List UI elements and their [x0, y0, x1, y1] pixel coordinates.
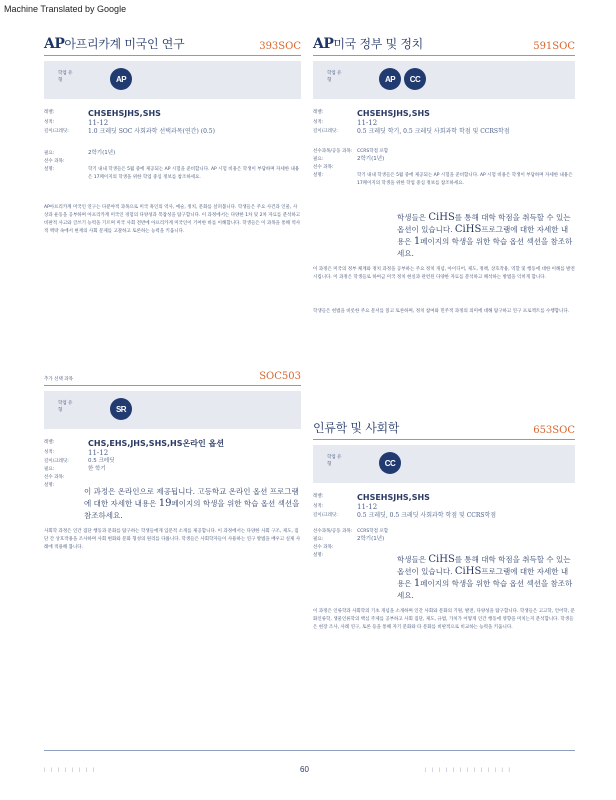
course-title [44, 35, 184, 52]
page-number: 60 [300, 765, 309, 774]
band-label: 학업 유형 [327, 455, 342, 467]
badge-list [110, 398, 132, 420]
info-row [44, 158, 301, 166]
ccrs-text: 를 통해 대학 학점을 취득할 수 있는 옵션이 있습니다. [397, 555, 571, 576]
course-description: 학기 내내 학생들은 5월 중에 제공되는 AP 시험을 준비합니다. AP 시험 비용은 학생이 부담하며 자세한 내용은 17페이지의 학생을 위한 학업 중심 정보를 참조하세요. [357, 173, 573, 186]
ccrs-text: 페이지의 학생을 위한 학습 옵션 섹션을 참조하세요. [397, 579, 573, 600]
course-code: 393SOC [259, 41, 301, 52]
level-value: CHSEHSJHS,SHS [357, 109, 430, 118]
course-header [44, 36, 301, 56]
ccrs-note [313, 554, 575, 602]
grade-value: 11-12 [88, 449, 109, 457]
badge-list [379, 68, 426, 90]
badge-list [379, 452, 401, 474]
online-text: 페이지의 학생을 위한 학습 옵션 섹션을 참조하세요. [84, 499, 300, 520]
course-type-band [313, 445, 575, 483]
coreq-value: CCRS학점 포함 [357, 149, 389, 154]
band-label: 학업 유형 [58, 71, 73, 83]
credit-value: 0.5 크레딧 [88, 458, 115, 464]
footer-right: | | | | | | | | | | | | | [425, 768, 512, 773]
info-row [313, 109, 575, 119]
band-label: 학업 유형 [327, 71, 342, 83]
info-row [44, 458, 301, 466]
scroll-badge-icon: SR [110, 398, 132, 420]
info-label: 필요: [313, 537, 324, 542]
info-label: 성적: [44, 120, 55, 125]
ap-badge-icon: AP [379, 68, 401, 90]
credit-value: 0.5 크레딧 학기, 0.5 크레딧 사회과학 학점 및 CCRS학점 [357, 128, 510, 135]
info-row [44, 466, 301, 474]
ccrs-text: 를 통해 대학 학점을 취득할 수 있는 옵션이 있습니다. [397, 213, 571, 234]
info-label: 선수 과목: [44, 475, 65, 480]
course-african-american [44, 36, 301, 236]
info-label: 레벨: [313, 494, 324, 499]
ccrs-text: 학생들은 [397, 555, 426, 564]
course-type-band [44, 61, 301, 99]
title-rest: 아프리카계 미국인 연구 [64, 37, 185, 51]
cc-badge-icon: CC [404, 68, 426, 90]
info-label: 필요: [313, 157, 324, 162]
info-label: 필요: [44, 467, 55, 472]
course-paragraph: 사회학 과정은 인간 집단 행동과 문화를 탐구하는 학생들에게 입문적 소개를 제공합니다. 이 과정에서는 다양한 사회 구조, 제도, 집단 간 상호작용을 조사하며 사회 변화와 문화 형성의 원리를 다룹니다. 학생들은 사회학자들이 사용하는 연구 방법을 배우고 실제 사례에 적용해 봅니다. [44, 529, 301, 550]
info-row [313, 493, 575, 503]
info-label: 성적: [313, 504, 324, 509]
info-label: 길이/크레딧: [44, 129, 69, 134]
info-row [44, 474, 301, 482]
ccrs-text: 프로그램에 대한 자세한 내용은 [397, 225, 569, 246]
ccrs-text: 프로그램에 대한 자세한 내용은 [397, 567, 569, 588]
ccrs-big: CiHS [454, 224, 482, 235]
course-type-band [44, 391, 301, 429]
info-row [44, 119, 301, 128]
course-info [44, 109, 301, 182]
course-paragraph: 이 과정은 인류학과 사회학의 기초 개념을 소개하며 인간 사회와 문화의 기원, 발전, 다양성을 탐구합니다. 학생들은 고고학, 언어학, 문화인류학, 생물인류학의 핵심 주제를 공부하고 사회 집단, 제도, 규범, 가치가 어떻게 인간 행동에 영향을 미치는지 분석합니다. 학생들은 현장 조사, 사례 연구, 토론 등을 통해 자기 문화와 타 문화를 비판적으로 비교하는 능력을 키웁니다. [313, 609, 575, 630]
course-code: 653SOC [533, 425, 575, 436]
info-label: 길이/크레딧: [313, 513, 338, 518]
ccrs-text: 학생들은 [397, 213, 426, 222]
info-label: 길이/크레딧: [44, 459, 69, 464]
credit-value: 0.5 크레딧, 0.5 크레딧 사회과학 학점 및 CCRS학점 [357, 512, 497, 519]
info-row [313, 172, 575, 188]
info-label: 필요: [44, 151, 55, 156]
ap-badge-icon: AP [110, 68, 132, 90]
info-label: 설명: [313, 173, 324, 178]
info-label: 성적: [313, 120, 324, 125]
course-anthro [313, 420, 575, 632]
level-value: CHS,EHS,JHS,SHS,HS온라인 옵션 [88, 439, 224, 448]
course-header [313, 420, 575, 440]
course-code: 591SOC [533, 41, 575, 52]
info-row [313, 128, 575, 136]
ccrs-note [313, 212, 575, 260]
ccrs-text: 페이지의 학생을 위한 학습 옵션 섹션을 참조하세요. [397, 237, 573, 258]
course-type-band [313, 61, 575, 99]
title-text: 인류학 및 사회학 [313, 421, 400, 435]
info-row [313, 512, 575, 520]
credit-value: 1.0 크레딧 SOC 사회과학 선택과목(연간) (0.5) [88, 128, 215, 135]
required-value: 2학기(1년) [88, 150, 116, 156]
title-rest: 미국 정부 및 정치 [333, 37, 423, 51]
cc-badge-icon: CC [379, 452, 401, 474]
course-paragraph-cont: 학생들은 헌법을 비롯한 주요 문서를 읽고 토론하며, 정치 참여와 민주적 과정의 의미에 대해 탐구하고 연구 프로젝트를 수행합니다. [313, 309, 570, 314]
grade-value: 11-12 [357, 503, 378, 511]
elective-label: 추가 선택 과목 [44, 377, 73, 382]
machine-translated-banner: Machine Translated by Google [4, 4, 127, 14]
info-label: 레벨: [44, 110, 55, 115]
prereq-value [88, 474, 301, 482]
course-elective [44, 366, 301, 552]
info-label: 설명: [44, 167, 55, 172]
course-paragraph: 이 과정은 미국의 정부 체계와 정치 과정을 공부하는 주요 정치 개념, 아이디어, 제도, 정책, 상호작용, 역할 및 행동에 대한 이해를 발전시킵니다. 이 과정은 학생들로 하여금 미국 정치 현실과 관련된 다양한 자료를 분석하고 해석하는 방법을 익히게 합니다. [313, 267, 575, 280]
info-row [44, 449, 301, 458]
required-value: 한 학기 [88, 466, 106, 472]
info-label: 선수과목/공동 과목: [313, 529, 353, 534]
info-row [313, 503, 575, 512]
info-row [44, 482, 301, 522]
page-ref: 1 [413, 236, 421, 247]
info-label: 설명: [44, 483, 55, 488]
ccrs-big: CiHS [428, 212, 455, 223]
info-row [313, 119, 575, 128]
prereq-value [88, 158, 301, 166]
info-label: 선수 과목: [313, 165, 334, 170]
badge-list [110, 68, 132, 90]
info-label: 선수과목/공동 과목: [313, 149, 353, 154]
info-row [313, 148, 575, 156]
info-label: 레벨: [44, 440, 55, 445]
course-info [313, 109, 575, 188]
info-row [313, 164, 575, 172]
course-us-gov [313, 36, 575, 316]
course-paragraph: AP아프리카계 미국인 연구는 다분야적 과목으로 미국 흑인의 역사, 예술, 정치, 문화를 살펴봅니다. 학생들은 주요 사건과 인물, 사상과 운동을 공부하며 아프리카계 미국인 경험의 다양성과 복잡성을 탐구합니다. 이 과정에서는 다양한 1차 및 2차 자료를 분석하고 비판적 사고와 글쓰기 능력을 기르며 미국 사회 전반에 아프리카계 미국인이 기여한 바를 이해합니다. 학생들은 이 과목을 통해 역사적 맥락 속에서 현재의 사회 문제를 고찰하고 토론하는 능력을 키웁니다. [44, 205, 301, 234]
required-value: 2학기(1년) [357, 536, 385, 542]
info-label: 선수 과목: [44, 159, 65, 164]
footer-left: | | | | | | | | [44, 768, 97, 773]
online-note [84, 482, 301, 522]
course-title [313, 35, 423, 52]
course-title [313, 419, 399, 436]
ccrs-big: CiHS [428, 554, 455, 565]
info-label: 설명: [313, 553, 324, 558]
info-row [313, 536, 575, 544]
grade-value: 11-12 [88, 119, 109, 127]
page-ref: 1 [413, 578, 421, 589]
title-prefix: AP [313, 36, 334, 52]
info-row [313, 156, 575, 164]
page-ref: 19 [158, 498, 172, 509]
ccrs-big: CiHS [454, 566, 482, 577]
prereq-value [357, 164, 575, 172]
coreq-value: CCRS학점 포함 [357, 529, 389, 534]
course-header [313, 36, 575, 56]
info-label: 성적: [44, 450, 55, 455]
info-label: 선수 과목: [313, 545, 334, 550]
level-value: CHSEHSJHS,SHS [88, 109, 161, 118]
title-prefix: AP [44, 36, 65, 52]
course-header [44, 366, 301, 386]
grade-value: 11-12 [357, 119, 378, 127]
course-info [313, 493, 575, 560]
footer-rule [44, 750, 575, 751]
prereq-value [357, 544, 575, 552]
level-value: CHSEHSJHS,SHS [357, 493, 430, 502]
info-row [313, 544, 575, 552]
online-text: 이 과정은 온라인으로 제공됩니다. 고등학교 온라인 옵션 프로그램에 대한 자세한 내용은 [84, 487, 299, 508]
info-row [44, 439, 301, 449]
info-label: 길이/크레딧: [313, 129, 338, 134]
info-row [44, 150, 301, 158]
required-value: 2학기(1년) [357, 156, 385, 162]
info-row [313, 528, 575, 536]
info-label: 레벨: [313, 110, 324, 115]
info-row [44, 166, 301, 182]
band-label: 학업 유형 [58, 401, 73, 413]
course-code: SOC503 [259, 371, 301, 382]
course-description: 학기 내내 학생들은 5월 중에 제공되는 AP 시험을 준비합니다. AP 시험 비용은 학생이 부담하며 자세한 내용은 17페이지의 학생을 위한 학업 중심 정보를 참조하세요. [88, 167, 300, 180]
course-info [44, 439, 301, 522]
info-row [44, 128, 301, 136]
online-note-text [44, 486, 301, 522]
info-row [44, 109, 301, 119]
